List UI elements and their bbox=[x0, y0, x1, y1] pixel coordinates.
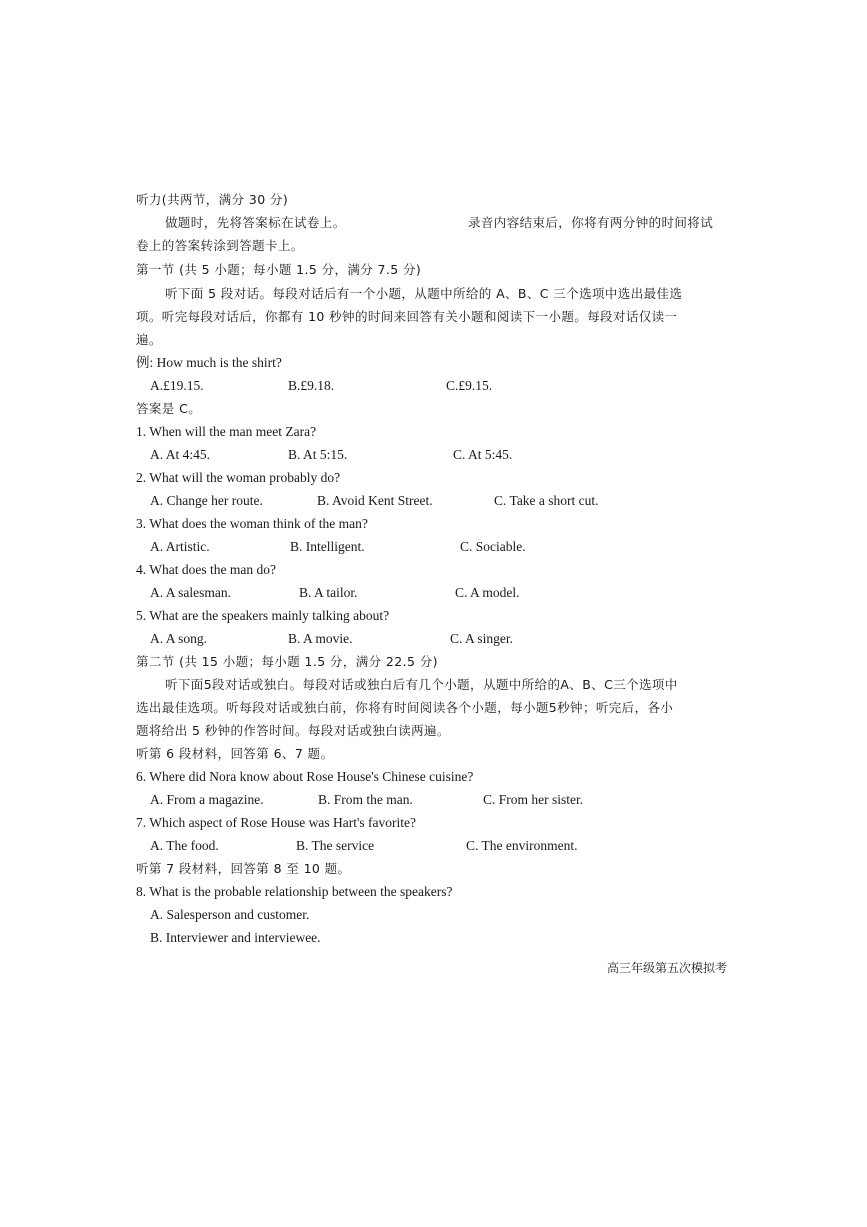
question-2-option-b: B. Avoid Kent Street. bbox=[317, 493, 433, 508]
part1-title: 第一节 (共 5 小题；每小题 1.5 分，满分 7.5 分) bbox=[136, 262, 422, 277]
question-8-option-a: A. Salesperson and customer. bbox=[150, 907, 310, 922]
question-1-option-a: A. At 4:45. bbox=[150, 447, 211, 462]
material-6-heading: 听第 6 段材料，回答第 6、7 题。 bbox=[136, 746, 334, 761]
example-option-a: A.£19.15. bbox=[150, 378, 204, 393]
question-6-option-c: C. From her sister. bbox=[483, 792, 584, 807]
question-5-option-b: B. A movie. bbox=[288, 631, 353, 646]
example-answer: 答案是 C。 bbox=[136, 401, 202, 416]
example-option-c: C.£9.15. bbox=[446, 378, 493, 393]
question-4-option-c: C. A model. bbox=[455, 585, 520, 600]
question-7-option-a: A. The food. bbox=[150, 838, 219, 853]
question-3-option-a: A. Artistic. bbox=[150, 539, 210, 554]
part2-desc-line1: 听下面5段对话或独白。每段对话或独白后有几个小题，从题中所给的A、B、C三个选项中 bbox=[165, 677, 678, 692]
part1-desc-line3: 遍。 bbox=[136, 332, 162, 347]
question-6: 6. Where did Nora know about Rose House's Chinese cuisine? bbox=[136, 769, 474, 784]
question-3-option-c: C. Sociable. bbox=[460, 539, 526, 554]
question-6-option-a: A. From a magazine. bbox=[150, 792, 264, 807]
example-question: 例: How much is the shirt? bbox=[136, 355, 282, 370]
instructions-line1-left: 做题时，先将答案标在试卷上。 bbox=[165, 215, 346, 230]
question-5: 5. What are the speakers mainly talking about? bbox=[136, 608, 390, 623]
question-5-option-a: A. A song. bbox=[150, 631, 208, 646]
question-3-option-b: B. Intelligent. bbox=[290, 539, 365, 554]
question-1-option-c: C. At 5:45. bbox=[453, 447, 513, 462]
question-7: 7. Which aspect of Rose House was Hart's favorite? bbox=[136, 815, 416, 830]
material-7-heading: 听第 7 段材料，回答第 8 至 10 题。 bbox=[136, 861, 351, 876]
instructions-line1-right: 录音内容结束后，你将有两分钟的时间将试 bbox=[468, 215, 714, 230]
part2-desc-line3: 题将给出 5 秒钟的作答时间。每段对话或独白读两遍。 bbox=[136, 723, 450, 738]
question-7-option-c: C. The environment. bbox=[466, 838, 578, 853]
question-8-option-b: B. Interviewer and interviewee. bbox=[150, 930, 321, 945]
question-8: 8. What is the probable relationship between the speakers? bbox=[136, 884, 453, 899]
part2-desc-line2: 选出最佳选项。听每段对话或独白前，你将有时间阅读各个小题，每小题5秒钟；听完后，各小 bbox=[136, 700, 674, 715]
part2-title: 第二节 (共 15 小题；每小题 1.5 分，满分 22.5 分) bbox=[136, 654, 438, 669]
question-3: 3. What does the woman think of the man? bbox=[136, 516, 368, 531]
part1-desc-line1: 听下面 5 段对话。每段对话后有一个小题，从题中所给的 A、B、C 三个选项中选出最佳选 bbox=[165, 286, 683, 301]
question-4: 4. What does the man do? bbox=[136, 562, 276, 577]
question-1: 1. When will the man meet Zara? bbox=[136, 424, 317, 439]
example-option-b: B.£9.18. bbox=[288, 378, 335, 393]
instructions-line2: 卷上的答案转涂到答题卡上。 bbox=[136, 238, 304, 253]
question-5-option-c: C. A singer. bbox=[450, 631, 514, 646]
question-1-option-b: B. At 5:15. bbox=[288, 447, 348, 462]
instructions-line1 bbox=[165, 215, 725, 231]
part1-desc-line2: 项。听完每段对话后，你都有 10 秒钟的时间来回答有关小题和阅读下一小题。每段对话仅读一 bbox=[136, 309, 678, 324]
watermark bbox=[435, 300, 745, 579]
question-2-option-c: C. Take a short cut. bbox=[494, 493, 599, 508]
question-2: 2. What will the woman probably do? bbox=[136, 470, 341, 485]
question-4-option-a: A. A salesman. bbox=[150, 585, 231, 600]
question-6-option-b: B. From the man. bbox=[318, 792, 413, 807]
question-7-option-b: B. The service bbox=[296, 838, 375, 853]
question-2-option-a: A. Change her route. bbox=[150, 493, 263, 508]
page-footer: 高三年级第五次模拟考 bbox=[607, 961, 728, 975]
section-header: 听力(共两节，满分 30 分) bbox=[136, 192, 289, 207]
question-4-option-b: B. A tailor. bbox=[299, 585, 358, 600]
